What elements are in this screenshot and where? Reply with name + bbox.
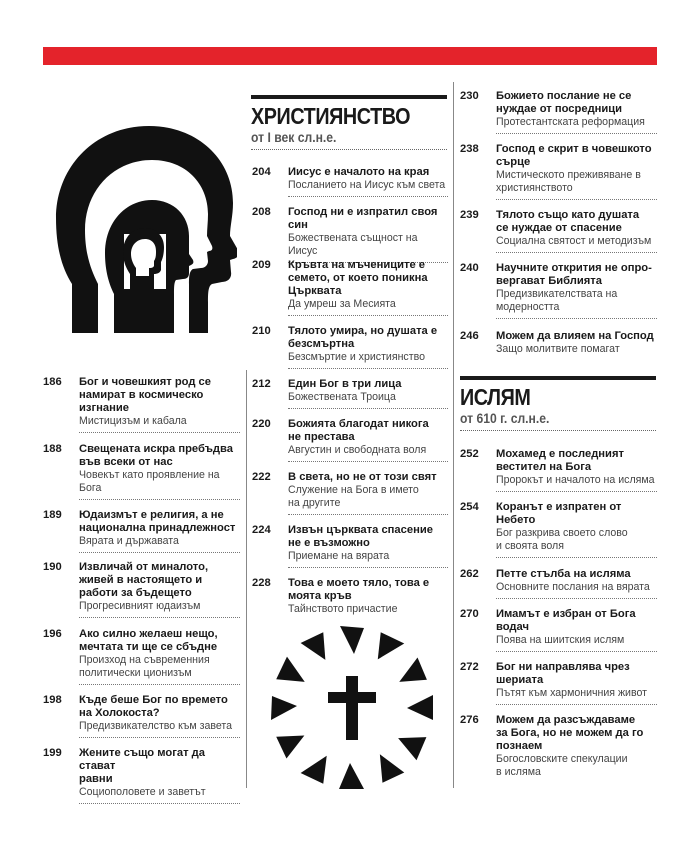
dotted-rule — [496, 557, 657, 558]
entry-title: Извличай от миналото, — [79, 561, 209, 573]
entry-subtitle: Вярата и държавата — [79, 535, 179, 547]
section-title: ИСЛЯМ — [460, 384, 531, 410]
page-number: 222 — [252, 471, 271, 483]
toc-entry[interactable] — [460, 448, 657, 492]
toc-entry[interactable] — [460, 714, 657, 779]
entry-subtitle: Да умреш за Месията — [288, 298, 396, 310]
entry-title: равни — [79, 773, 113, 785]
dotted-rule — [79, 499, 240, 500]
entry-title: Научните открития не опро- — [496, 262, 652, 274]
entry-subtitle: Протестантската реформация — [496, 116, 645, 128]
entry-subtitle: Бог разкрива своето слово — [496, 527, 628, 539]
dotted-rule — [79, 432, 240, 433]
entry-subtitle: Безсмъртие и християнство — [288, 351, 425, 363]
entry-title: познаем — [496, 740, 543, 752]
toc-entry[interactable] — [460, 330, 657, 356]
column-divider-left — [246, 370, 247, 788]
page-number: 228 — [252, 577, 271, 589]
dotted-rule — [288, 408, 448, 409]
entry-title: В света, но не от този свят — [288, 471, 437, 483]
toc-entry[interactable] — [43, 376, 240, 433]
entry-title: Тялото умира, но душата е — [288, 325, 438, 337]
toc-entry[interactable] — [43, 561, 240, 618]
entry-subtitle: Мистицизъм и кабала — [79, 415, 187, 427]
page-number: 188 — [43, 443, 62, 455]
entry-subtitle: Социополовете и заветът — [79, 786, 206, 798]
entry-subtitle: Прогресивният юдаизъм — [79, 600, 201, 612]
toc-entry[interactable] — [252, 418, 448, 462]
entry-title: намират в космическо — [79, 389, 204, 401]
entry-title: син — [288, 219, 308, 231]
entry-title: национална принадлежност — [79, 522, 236, 534]
entry-title: вестител на Бога — [496, 461, 592, 473]
entry-title: безсмъртна — [288, 338, 355, 350]
toc-entry[interactable] — [460, 661, 657, 705]
toc-entry[interactable] — [43, 509, 240, 553]
page-number: 246 — [460, 330, 479, 342]
entry-subtitle: в исляма — [496, 766, 541, 778]
page-number: 189 — [43, 509, 62, 521]
page-number: 230 — [460, 90, 479, 102]
entry-title: Жените също могат да стават — [79, 747, 205, 772]
entry-title: Юдаизмът е религия, а не — [79, 509, 224, 521]
entry-subtitle: Предизвикателствата на — [496, 288, 618, 300]
entry-title: във всеки от нас — [79, 456, 173, 468]
page-number: 190 — [43, 561, 62, 573]
entry-subtitle: Августин и свободната воля — [288, 444, 427, 456]
entry-title: Един Бог в три лица — [288, 378, 402, 390]
section-period: от I век сл.н.е. — [251, 130, 337, 145]
section-period: от 610 г. сл.н.е. — [460, 411, 550, 426]
dotted-rule — [496, 133, 657, 134]
entry-title: живей в настоящето и — [79, 574, 203, 586]
entry-subtitle: Бога — [79, 482, 102, 494]
entry-title: Това е моето тяло, това е — [288, 577, 430, 589]
toc-entry[interactable] — [252, 378, 448, 409]
entry-subtitle: християнството — [496, 182, 573, 194]
entry-title: вергават Библията — [496, 275, 602, 287]
entry-subtitle: модерността — [496, 301, 560, 313]
toc-entry[interactable] — [460, 143, 657, 200]
page-number: 270 — [460, 608, 479, 620]
entry-subtitle: Основните послания на вярата — [496, 581, 650, 593]
entry-title: Църквата — [288, 285, 342, 297]
entry-title: шериата — [496, 674, 544, 686]
toc-entry[interactable] — [460, 262, 657, 319]
entry-title: работи за бъдещето — [79, 587, 192, 599]
dotted-rule — [288, 315, 448, 316]
entry-title: Ако силно желаеш нещо, — [79, 628, 218, 640]
entry-title: Господ ни е изпратил своя — [288, 206, 438, 218]
page-number: 254 — [460, 501, 479, 513]
section-rule — [251, 95, 447, 99]
entry-title: семето, от което поникна — [288, 272, 428, 284]
dotted-rule — [79, 617, 240, 618]
entry-title: моята кръв — [288, 590, 352, 602]
page-number: 209 — [252, 259, 271, 271]
dotted-rule — [288, 196, 448, 197]
entry-title: на Холокоста? — [79, 707, 160, 719]
dotted-rule — [496, 598, 657, 599]
entry-title: Мохамед е последният — [496, 448, 624, 460]
dotted-rule — [496, 491, 657, 492]
cross-with-triangles-icon — [262, 618, 442, 798]
entry-subtitle: Тайнството причастие — [288, 603, 398, 615]
dotted-rule — [79, 552, 240, 553]
entry-title: Тялото също като душата — [496, 209, 640, 221]
toc-entry[interactable] — [43, 747, 240, 804]
toc-entry[interactable] — [252, 259, 448, 316]
entry-subtitle: Социална святост и методизъм — [496, 235, 652, 247]
entry-title: Къде беше Бог по времето — [79, 694, 228, 706]
toc-entry[interactable] — [460, 501, 657, 558]
toc-entry[interactable] — [460, 608, 657, 652]
page-number: 262 — [460, 568, 479, 580]
head-silhouette-icon — [52, 108, 237, 333]
entry-subtitle: Пророкът и началото на исляма — [496, 474, 655, 486]
entry-title: Господ е скрит в човешкото — [496, 143, 652, 155]
section-title: ХРИСТИЯНСТВО — [251, 103, 411, 129]
dotted-rule — [496, 651, 657, 652]
page-number: 212 — [252, 378, 271, 390]
entry-title: Небето — [496, 514, 536, 526]
page-number: 238 — [460, 143, 479, 155]
entry-title: Иисус е началото на края — [288, 166, 430, 178]
entry-title: не престава — [288, 431, 355, 443]
entry-title: Извън църквата спасение — [288, 524, 433, 536]
toc-entry[interactable] — [43, 694, 240, 738]
entry-subtitle: Защо молитвите помагат — [496, 343, 620, 355]
entry-subtitle: и своята воля — [496, 540, 564, 552]
section-header-islam — [460, 376, 656, 431]
page-number: 198 — [43, 694, 62, 706]
toc-entry[interactable] — [252, 206, 448, 263]
page-number: 196 — [43, 628, 62, 640]
entry-title: се нуждае от спасение — [496, 222, 622, 234]
page-number: 220 — [252, 418, 271, 430]
dotted-rule — [288, 368, 448, 369]
entry-subtitle: Божествената Троица — [288, 391, 396, 403]
entry-title: изгнание — [79, 402, 129, 414]
page-number: 208 — [252, 206, 271, 218]
entry-subtitle: Предизвикателство към завета — [79, 720, 233, 732]
dotted-rule — [496, 704, 657, 705]
page-number: 204 — [252, 166, 271, 178]
toc-entry[interactable] — [43, 443, 240, 500]
entry-subtitle: политически ционизъм — [79, 667, 192, 679]
entry-title: мечтата ти ще се сбъдне — [79, 641, 218, 653]
entry-title: водач — [496, 621, 529, 633]
entry-title: Кръвта на мъчениците е — [288, 259, 426, 271]
toc-entry[interactable] — [252, 471, 448, 515]
entry-subtitle: Божествената същност на Иисус — [288, 232, 418, 257]
page-number: 272 — [460, 661, 479, 673]
entry-title: Можем да разсъждаваме — [496, 714, 636, 726]
toc-entry[interactable] — [252, 325, 448, 369]
entry-subtitle: Пътят към хармоничния живот — [496, 687, 647, 699]
entry-title: Петте стълба на исляма — [496, 568, 631, 580]
entry-title: Бог ни направлява чрез — [496, 661, 630, 673]
toc-entry[interactable] — [460, 568, 657, 599]
toc-entry[interactable] — [460, 209, 657, 253]
page-number: 276 — [460, 714, 479, 726]
page-number: 199 — [43, 747, 62, 759]
entry-subtitle: на другите — [288, 497, 341, 509]
page-number: 186 — [43, 376, 62, 388]
page-number: 252 — [460, 448, 479, 460]
entry-title: Имамът е избран от Бога — [496, 608, 636, 620]
dotted-rule — [79, 803, 240, 804]
entry-title: Бог и човешкият род се — [79, 376, 211, 388]
entry-title: Божията благодат никога — [288, 418, 429, 430]
column-divider-right — [453, 82, 454, 788]
entry-subtitle: Човекът като проявление на — [79, 469, 220, 481]
page-number: 239 — [460, 209, 479, 221]
entry-subtitle: Мистическото преживяване в — [496, 169, 641, 181]
toc-entry[interactable] — [252, 166, 448, 197]
section-rule — [460, 376, 656, 380]
dotted-rule — [79, 684, 240, 685]
dotted-rule — [288, 514, 448, 515]
toc-entry[interactable] — [252, 524, 448, 568]
section-dotted-rule — [251, 146, 447, 150]
dotted-rule — [288, 567, 448, 568]
cross-icon — [328, 676, 376, 740]
section-dotted-rule — [460, 427, 656, 431]
entry-subtitle: Богословските спекулации — [496, 753, 628, 765]
entry-subtitle: Поява на шиитския ислям — [496, 634, 625, 646]
entry-subtitle: Приемане на вярата — [288, 550, 390, 562]
toc-entry[interactable] — [252, 577, 448, 616]
dotted-rule — [496, 318, 657, 319]
entry-title: не е възможно — [288, 537, 370, 549]
dotted-rule — [79, 737, 240, 738]
page-number: 210 — [252, 325, 271, 337]
page-number: 240 — [460, 262, 479, 274]
entry-subtitle: Посланието на Иисус към света — [288, 179, 446, 191]
entry-title: нуждае от посредници — [496, 103, 623, 115]
top-red-bar — [43, 47, 657, 65]
dotted-rule — [496, 199, 657, 200]
toc-entry[interactable] — [43, 628, 240, 685]
entry-title: за Бога, но не можем да го — [496, 727, 644, 739]
entry-subtitle: Служение на Бога в името — [288, 484, 419, 496]
entry-title: Божието послание не се — [496, 90, 632, 102]
dotted-rule — [288, 461, 448, 462]
entry-title: Можем да влияем на Господ — [496, 330, 654, 342]
section-header-christianity — [251, 95, 447, 150]
entry-subtitle: Произход на съвременния — [79, 654, 210, 666]
dotted-rule — [496, 252, 657, 253]
page-number: 224 — [252, 524, 271, 536]
entry-title: сърце — [496, 156, 531, 168]
entry-title: Коранът е изпратен от — [496, 501, 622, 513]
entry-title: Свещената искра пребъдва — [79, 443, 233, 455]
toc-entry[interactable] — [460, 90, 657, 134]
